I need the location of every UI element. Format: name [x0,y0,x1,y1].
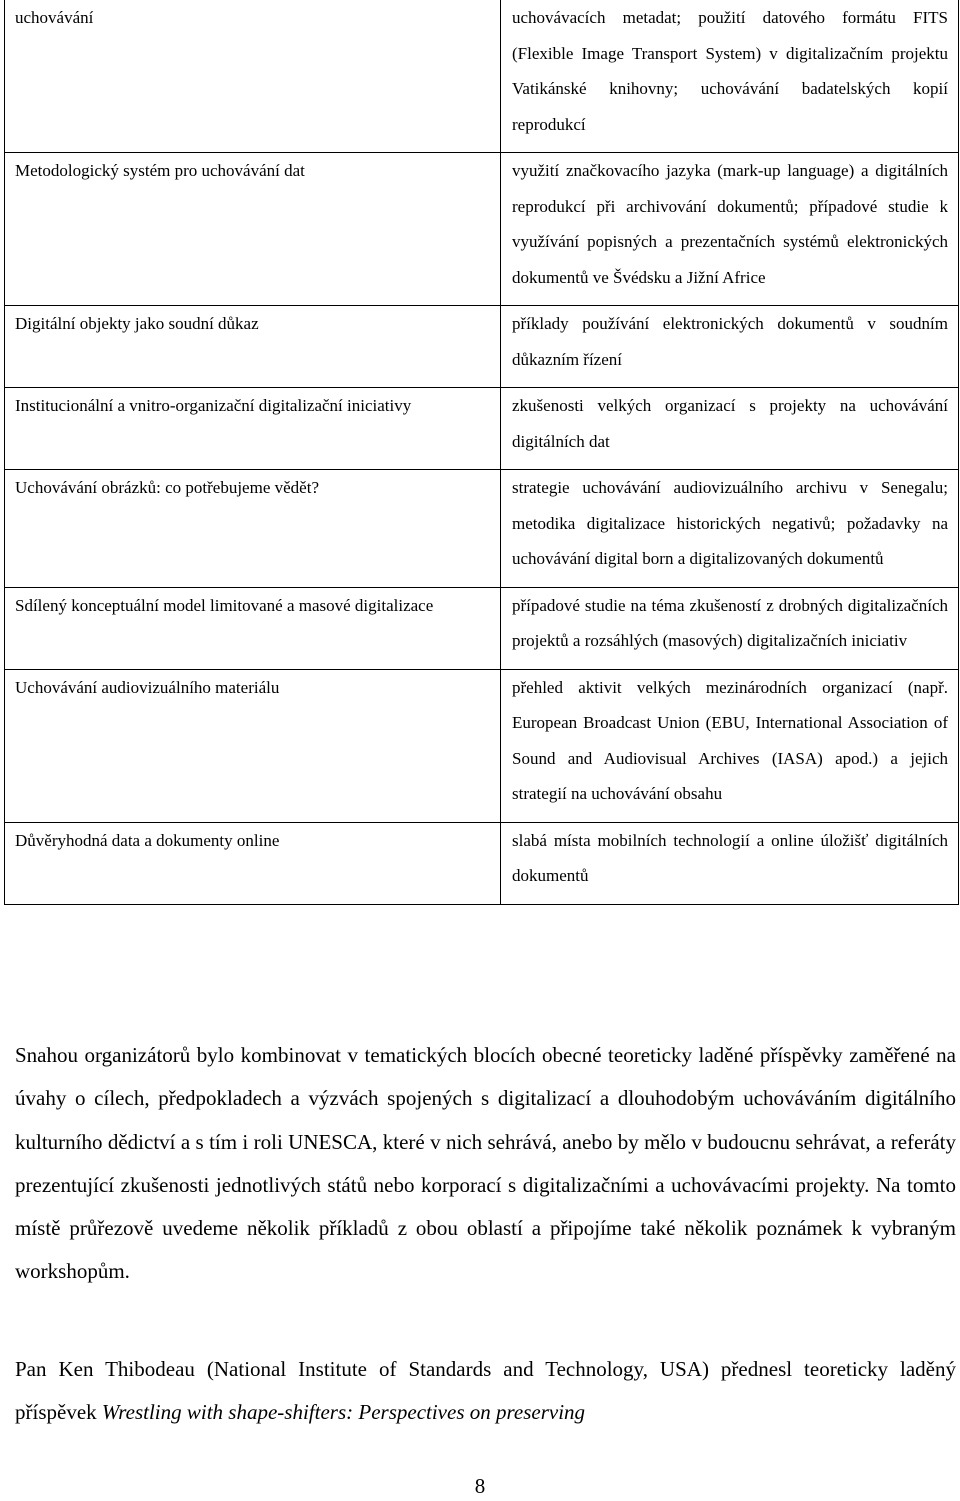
table-row [5,306,959,388]
description-cell: příklady používání elektronických dokumentů v soudním důkazním řízení [501,306,959,388]
body-paragraph: Snahou organizátorů bylo kombinovat v tematických blocích obecné teoreticky laděné příspěvky zaměřené na úvahy o cílech, předpokladech a výzvách spojených s digitalizací a dlouhodobým uchováváním digitálního kulturního dědictví a s tím i roli UNESCA, které v nich sehrává, anebo by mělo v budoucnu sehrávat, a referáty prezentující zkušenosti jednotlivých států nebo korporací s digitalizačními a uchovávacími projekty. Na tomto místě průřezově uvedeme několik příkladů z obou oblastí a připojíme také několik poznámek k vybraným workshopům. [15,1043,956,1284]
description-cell: případové studie na téma zkušeností z drobných digitalizačních projektů a rozsáhlých (masových) digitalizačních iniciativ [501,587,959,669]
topic-cell: Digitální objekty jako soudní důkaz [5,306,501,388]
description-cell: využití značkovacího jazyka (mark-up language) a digitálních reprodukcí při archivování dokumentů; případové studie k využívání popisných a prezentačních systémů elektronických dokumentů ve Švédsku a Jižní Africe [501,153,959,306]
table-row [5,470,959,588]
table-row [5,587,959,669]
description-cell: strategie uchovávání audiovizuálního archivu v Senegalu; metodika digitalizace historických negativů; požadavky na uchovávání digital born a digitalizovaných dokumentů [501,470,959,588]
description-cell: přehled aktivit velkých mezinárodních organizací (např. European Broadcast Union (EBU, International Association of Sound and Audiovisual Archives (IASA) apod.) a jejich strategií na uchovávání obsahu [501,669,959,822]
topic-cell: Důvěryhodná data a dokumenty online [5,822,501,904]
table-row [5,822,959,904]
paper-title: Wrestling with shape-shifters: Perspectives on preserving [101,1400,586,1425]
description-cell: slabá místa mobilních technologií a online úložišť digitálních dokumentů [501,822,959,904]
topic-cell: Uchovávání obrázků: co potřebujeme vědět? [5,470,501,588]
topic-cell: Uchovávání audiovizuálního materiálu [5,669,501,822]
table-row [5,388,959,470]
topic-cell: Institucionální a vnitro-organizační digitalizační iniciativy [5,388,501,470]
description-cell: uchovávacích metadat; použití datového formátu FITS (Flexible Image Transport System) v digitalizačním projektu Vatikánské knihovny; uchovávání badatelských kopií reprodukcí [501,0,959,153]
body-paragraph [15,1348,956,1435]
description-cell: zkušenosti velkých organizací s projekty na uchovávání digitálních dat [501,388,959,470]
topic-cell: Metodologický systém pro uchovávání dat [5,153,501,306]
page-number: 8 [474,1474,486,1498]
table-row [5,0,959,153]
topic-cell: Sdílený konceptuální model limitované a masové digitalizace [5,587,501,669]
paragraph-text: Pan Ken Thibodeau (National Institute of Standards and Technology, USA) přednesl teoreticky laděný příspěvek [15,1357,956,1425]
topic-cell: uchovávání [5,0,501,153]
table-row [5,669,959,822]
table-row [5,153,959,306]
workshop-table [4,0,959,905]
